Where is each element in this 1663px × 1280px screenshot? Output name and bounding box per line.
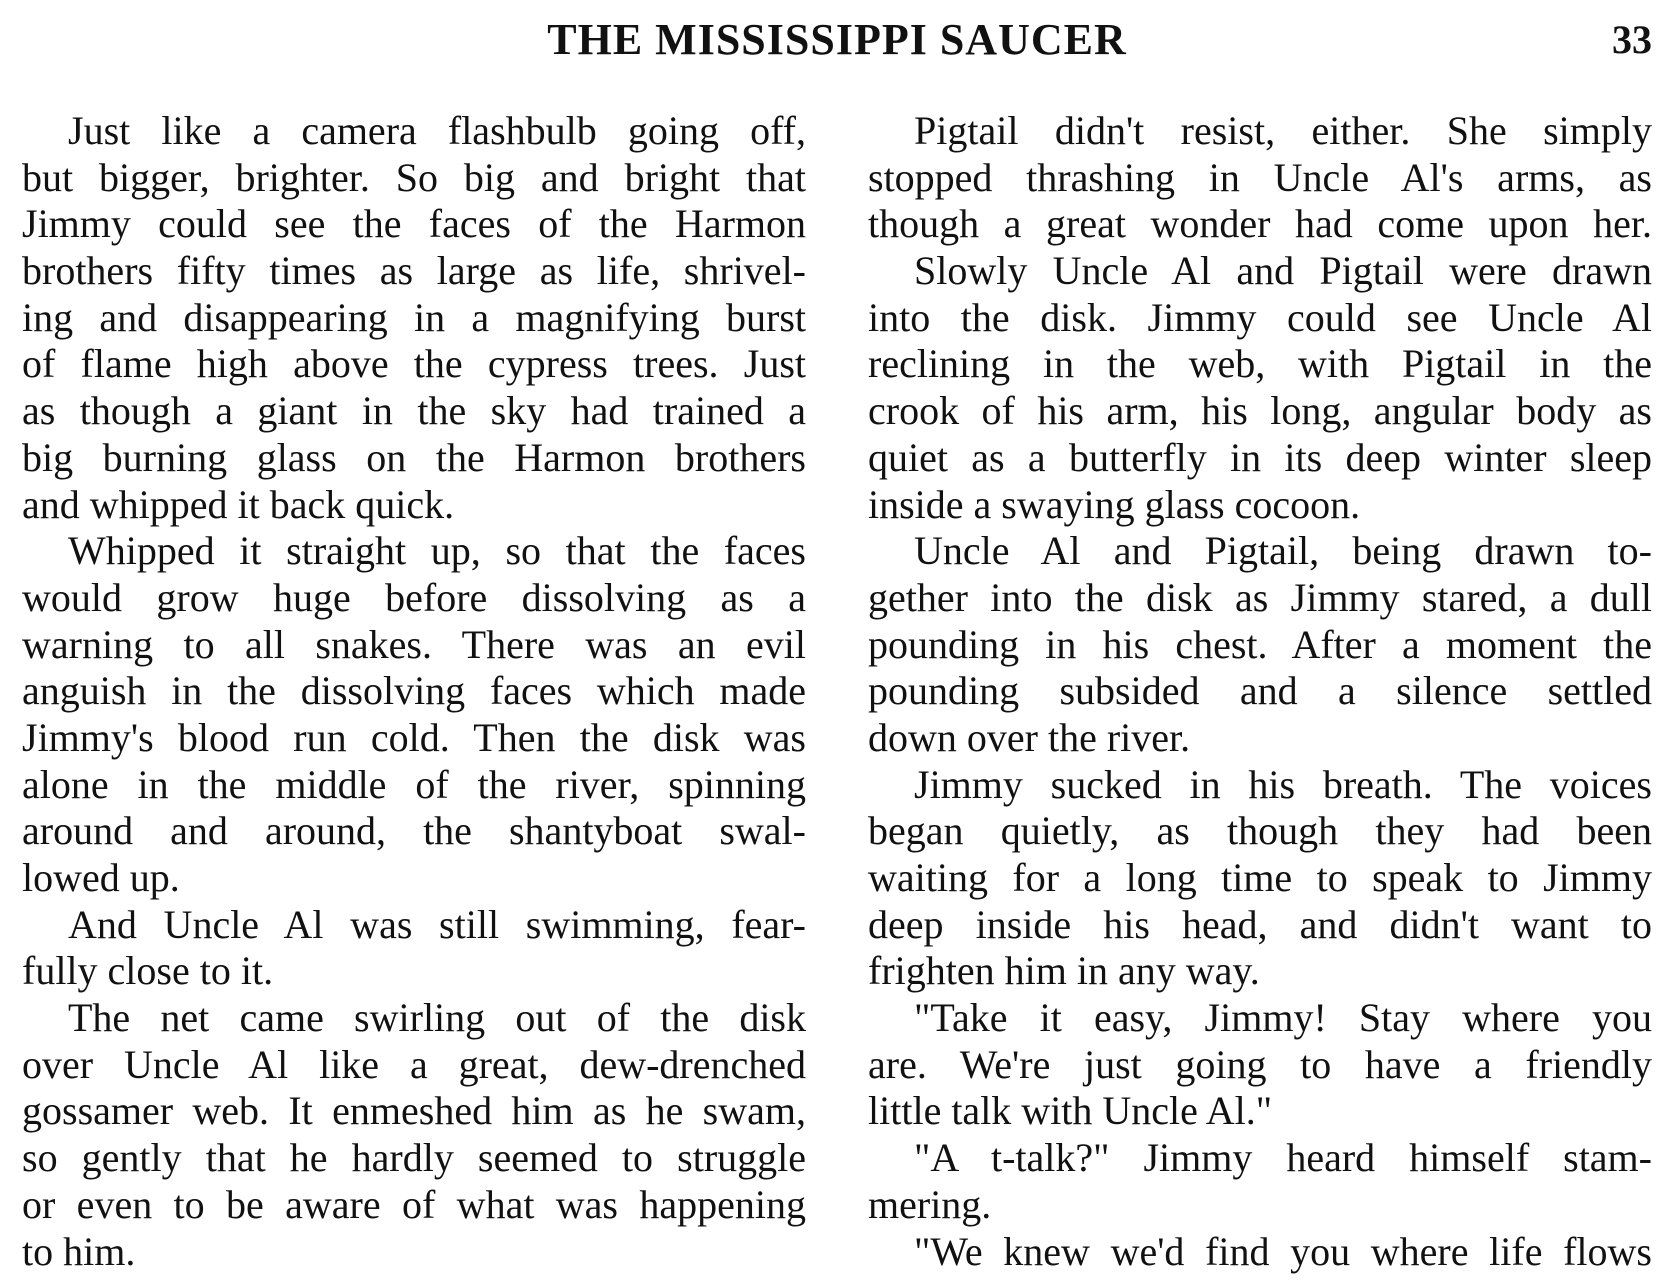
text-line: over Uncle Al like a great, dew-drenched xyxy=(22,1041,806,1087)
text-line: Jimmy sucked in his breath. The voices xyxy=(914,761,1652,807)
text-line: though a great wonder had come upon her. xyxy=(868,201,1652,247)
text-line: into the disk. Jimmy could see Uncle Al xyxy=(868,294,1652,340)
text-line: "A t-talk?" Jimmy heard himself stam- xyxy=(914,1135,1652,1181)
text-line: The net came swirling out of the disk xyxy=(68,995,806,1041)
text-line: brothers fifty times as large as life, shrivel- xyxy=(22,248,806,294)
text-line: Just like a camera flashbulb going off, xyxy=(68,108,806,153)
text-line: pounding in his chest. After a moment the xyxy=(868,621,1652,667)
text-line: reclining in the web, with Pigtail in the xyxy=(868,341,1652,387)
running-title: THE MISSISSIPPI SAUCER xyxy=(547,15,1127,64)
text-line: little talk with Uncle Al." xyxy=(868,1088,1273,1134)
text-line: frighten him in any way. xyxy=(868,948,1260,994)
text-line: warning to all snakes. There was an evil xyxy=(22,621,806,667)
text-line: pounding subsided and a silence settled xyxy=(868,668,1652,714)
text-line: and whipped it back quick. xyxy=(22,481,455,527)
text-line: "We knew we'd find you where life flows xyxy=(914,1228,1652,1274)
text-line: crook of his arm, his long, angular body as xyxy=(868,388,1652,434)
text-line: alone in the middle of the river, spinning xyxy=(22,761,806,807)
text-line: "Take it easy, Jimmy! Stay where you xyxy=(914,995,1652,1041)
text-line: anguish in the dissolving faces which made xyxy=(22,668,806,714)
text-line: big burning glass on the Harmon brothers xyxy=(22,434,806,480)
left-text-column xyxy=(22,108,806,1275)
text-line: fully close to it. xyxy=(22,948,274,994)
text-line: Pigtail didn't resist, either. She simply xyxy=(914,108,1652,153)
text-line: Jimmy's blood run cold. Then the disk was xyxy=(22,714,806,760)
text-line: Jimmy could see the faces of the Harmon xyxy=(22,201,806,247)
text-line: waiting for a long time to speak to Jimmy xyxy=(868,855,1652,900)
text-line: Slowly Uncle Al and Pigtail were drawn xyxy=(914,248,1652,294)
text-line: stopped thrashing in Uncle Al's arms, as xyxy=(868,154,1652,200)
text-line: around and around, the shantyboat swal- xyxy=(22,808,806,854)
text-line: deep inside his head, and didn't want to xyxy=(868,901,1652,947)
text-line: as though a giant in the sky had trained a xyxy=(22,388,806,434)
text-line: gossamer web. It enmeshed him as he swam, xyxy=(22,1088,806,1134)
text-line: or even to be aware of what was happening xyxy=(22,1181,806,1227)
text-line: quiet as a butterfly in its deep winter sleep xyxy=(868,434,1652,480)
right-text-column xyxy=(868,108,1652,1275)
text-line: but bigger, brighter. So big and bright that xyxy=(22,154,806,200)
page-number: 33 xyxy=(1612,17,1652,62)
text-line: to him. xyxy=(22,1228,136,1274)
page-header xyxy=(22,10,1652,70)
text-line: ing and disappearing in a magnifying burst xyxy=(22,294,806,340)
text-line: down over the river. xyxy=(868,714,1191,760)
text-line: began quietly, as though they had been xyxy=(868,808,1652,854)
text-line: lowed up. xyxy=(22,855,180,900)
text-line: are. We're just going to have a friendly xyxy=(868,1041,1652,1087)
text-line: inside a swaying glass cocoon. xyxy=(868,481,1361,527)
text-line: would grow huge before dissolving as a xyxy=(22,574,806,620)
text-line: so gently that he hardly seemed to struggle xyxy=(22,1135,806,1181)
text-line: gether into the disk as Jimmy stared, a dull xyxy=(868,574,1652,620)
text-line: Uncle Al and Pigtail, being drawn to- xyxy=(914,528,1652,574)
text-line: mering. xyxy=(868,1181,992,1227)
text-line: of flame high above the cypress trees. Just xyxy=(22,341,806,387)
text-line: Whipped it straight up, so that the faces xyxy=(68,528,806,574)
text-line: And Uncle Al was still swimming, fear- xyxy=(68,901,806,947)
